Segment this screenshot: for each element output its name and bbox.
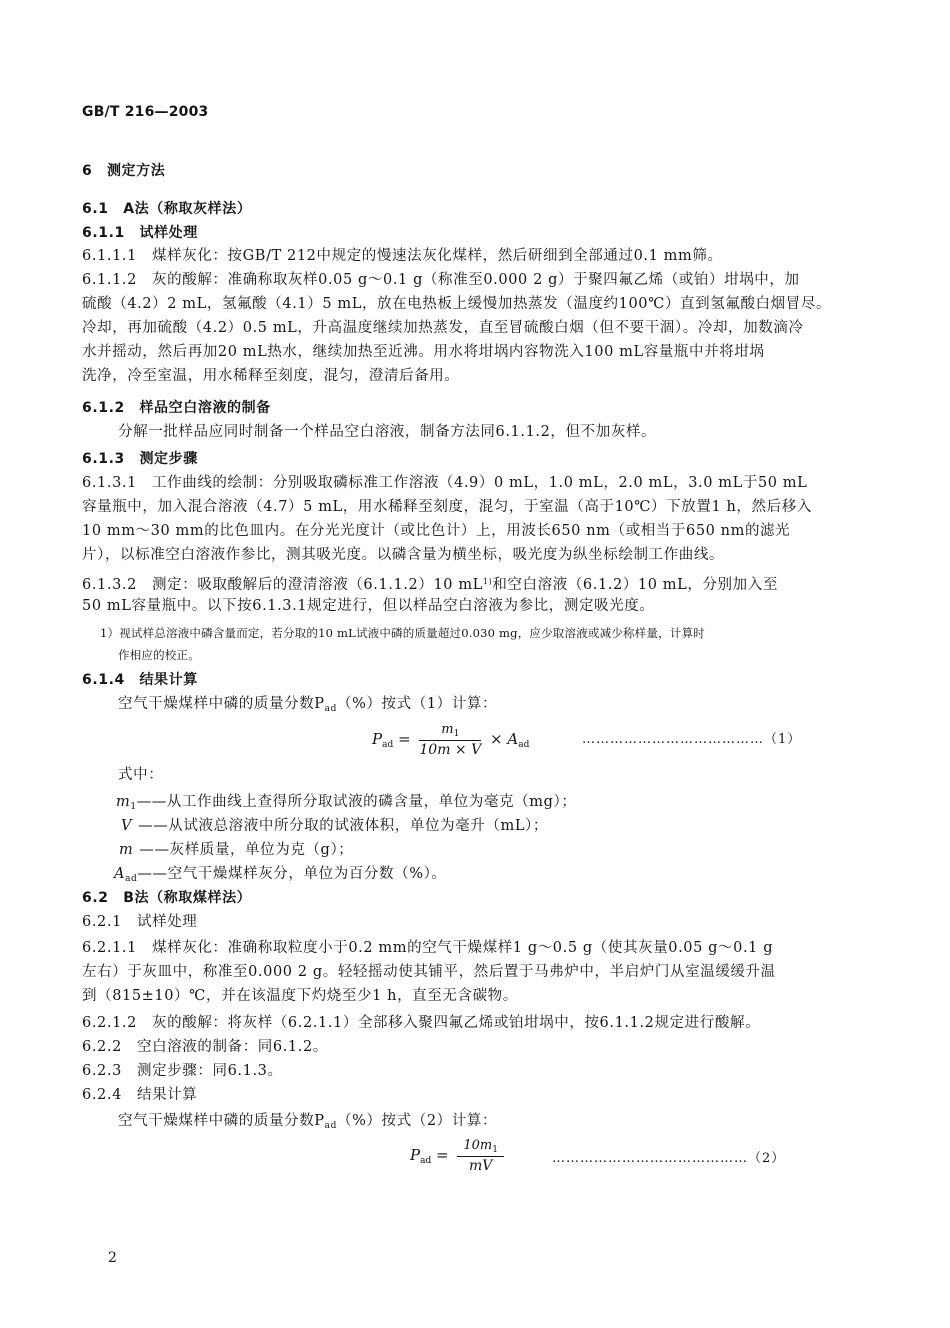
para-6-2-4-sub: ad xyxy=(324,1121,337,1131)
formula-1 xyxy=(372,722,529,758)
para-6-2-1-1-line1: 6.2.1.1 煤样灰化：准确称取粒度小于0.2 mm的空气干燥煤样1 g～0.5 g（使其灰量0.05 g～0.1 g xyxy=(82,940,774,956)
formula-2-number: ……………………………………（2） xyxy=(552,1151,786,1166)
para-6-1-1-2-line5: 洗净，冷至室温，用水稀释至刻度，混匀，澄清后备用。 xyxy=(82,368,460,384)
formula-1-lhs: P xyxy=(372,730,383,748)
symbol-V-definition xyxy=(121,814,548,835)
formula-1-denominator: 10m × V xyxy=(419,742,482,758)
formula-2-numerator: 10m xyxy=(463,1138,493,1153)
page-number: 2 xyxy=(108,1250,117,1266)
section-6-2-4-heading: 6.2.4 结果计算 xyxy=(82,1087,198,1103)
section-6-1-4-heading: 6.1.4 结果计算 xyxy=(82,672,198,688)
para-6-1-4-text: 空气干燥煤样中磷的质量分数P xyxy=(118,696,325,712)
symbol-A-desc: ——空气干燥煤样灰分，单位为百分数（%）。 xyxy=(137,866,447,882)
formula-2-eq: = xyxy=(436,1146,449,1164)
formula-1-eq: = xyxy=(398,730,411,748)
formula-1-fraction xyxy=(419,722,481,758)
symbol-m: m xyxy=(119,842,134,858)
symbol-m1: m xyxy=(116,794,131,810)
para-6-1-3-1-line4: 片），以标准空白溶液作参比，测其吸光度。以磷含量为横坐标，吸光度为纵坐标绘制工作曲线。 xyxy=(82,547,725,563)
footnote-line1: 1）视试样总溶液中磷含量而定，若分取的10 mL试液中磷的质量超过0.030 mg，应少取溶液或减少称样量，计算时 xyxy=(100,626,705,640)
formula-2-lhs: P xyxy=(410,1146,421,1164)
symbol-m-desc: ——灰样质量，单位为克（g）； xyxy=(139,842,354,858)
para-6-1-3-1-line1: 6.1.3.1 工作曲线的绘制：分别吸取磷标准工作溶液（4.9）0 mL，1.0 mL，2.0 mL，3.0 mL于50 mL xyxy=(82,475,808,491)
footnote-ref: 1) xyxy=(482,577,493,586)
para-6-1-4-sub: ad xyxy=(324,704,337,714)
formula-1-rhs-sub: ad xyxy=(518,740,530,750)
formula-1-numerator: m xyxy=(441,722,454,737)
section-6-1-heading: 6.1 A法（称取灰样法） xyxy=(82,201,252,217)
para-6-2-1-1-line2: 左右）于灰皿中，称准至0.000 2 g。轻轻摇动使其铺平，然后置于马弗炉中，半启炉门从室温缓缓升温 xyxy=(82,964,776,980)
formula-2-denominator: mV xyxy=(468,1158,493,1174)
section-6-2-1-heading: 6.2.1 试样处理 xyxy=(82,914,198,930)
para-6-1-1-2-line3: 冷却，再加硫酸（4.2）0.5 mL，升高温度继续加热蒸发，直至冒硫酸白烟（但不要干涸）。冷却，加数滴冷 xyxy=(82,320,804,336)
formula-2-lhs-sub: ad xyxy=(420,1156,432,1166)
symbol-V-desc: ——从试液总溶液中所分取的试液体积，单位为毫升（mL）； xyxy=(138,818,549,834)
para-6-2-3: 6.2.3 测定步骤：同6.1.3。 xyxy=(82,1063,283,1079)
footnote-line2: 作相应的校正。 xyxy=(118,648,200,662)
para-6-2-4 xyxy=(118,1112,908,1135)
para-6-2-1-2: 6.2.1.2 灰的酸解：将灰样（6.2.1.1）全部移入聚四氟乙烯或铂坩埚中，按6.1.1.2规定进行酸解。 xyxy=(82,1015,761,1031)
para-6-1-2: 分解一批样品应同时制备一个样品空白溶液，制备方法同6.1.1.2，但不加灰样。 xyxy=(118,424,657,440)
formula-2-numerator-sub: 1 xyxy=(492,1145,498,1155)
formula-1-number: …………………………………（1） xyxy=(582,732,802,747)
formula-1-times: × xyxy=(490,730,503,748)
symbol-A: A xyxy=(114,866,126,882)
symbol-m1-definition xyxy=(116,790,576,812)
symbol-m1-desc: ——从工作曲线上查得所分取试液的磷含量，单位为毫克（mg）； xyxy=(136,794,577,810)
para-6-1-3-1-line3: 10 mm～30 mm的比色皿内。在分光光度计（或比色计）上，用波长650 nm（或相当于650 nm的滤光 xyxy=(82,523,791,539)
para-6-2-4-text: 空气干燥煤样中磷的质量分数P xyxy=(118,1113,325,1129)
symbol-A-sub: ad xyxy=(125,874,138,884)
formula-1-numerator-sub: 1 xyxy=(453,729,460,739)
para-6-1-3-2-line2: 50 mL容量瓶中。以下按6.1.3.1规定进行，但以样品空白溶液为参比，测定吸光度。 xyxy=(82,598,655,614)
formula-1-rhs: A xyxy=(507,730,519,748)
para-6-2-4-tail: （%）按式（2）计算： xyxy=(336,1113,498,1129)
para-6-2-1-1-line3: 到（815±10）℃，并在该温度下灼烧至少1 h，直至无含碳物。 xyxy=(82,988,518,1004)
para-6-1-1-2-line2: 硫酸（4.2）2 mL，氢氟酸（4.1）5 mL，放在电热板上缓慢加热蒸发（温度约100℃）直到氢氟酸白烟冒尽。 xyxy=(82,296,832,312)
section-6-1-1-heading: 6.1.1 试样处理 xyxy=(82,225,198,241)
symbol-V: V xyxy=(121,818,133,834)
formula-2 xyxy=(410,1138,508,1174)
para-6-1-3-2-line1-b: 和空白溶液（6.1.2）10 mL，分别加入至 xyxy=(492,577,778,593)
para-6-1-3-1-line2: 容量瓶中，加入混合溶液（4.7）5 mL，用水稀释至刻度，混匀，于室温（高于10℃）下放置1 h，然后移入 xyxy=(82,499,812,515)
section-6-2-heading: 6.2 B法（称取煤样法） xyxy=(82,890,252,906)
para-6-1-4 xyxy=(118,695,908,718)
formula-2-fraction xyxy=(457,1138,504,1174)
formula-1-lhs-sub: ad xyxy=(382,740,394,750)
para-6-1-1-2-line4: 水并摇动，然后再加20 mL热水，继续加热至近沸。用水将坩埚内容物洗入100 mL容量瓶中并将坩埚 xyxy=(82,344,765,360)
para-6-1-4-tail: （%）按式（1）计算： xyxy=(336,696,498,712)
section-6-1-2-heading: 6.1.2 样品空白溶液的制备 xyxy=(82,400,271,416)
para-6-1-1-1: 6.1.1.1 煤样灰化：按GB/T 212中规定的慢速法灰化煤样，然后研细到全部通过0.1 mm筛。 xyxy=(82,248,723,264)
standard-header: GB/T 216—2003 xyxy=(82,104,209,120)
para-6-1-1-2-line1: 6.1.1.2 灰的酸解：准确称取灰样0.05 g～0.1 g（称准至0.000 2 g）于聚四氟乙烯（或铂）坩埚中，加 xyxy=(82,272,800,288)
para-6-2-2: 6.2.2 空白溶液的制备：同6.1.2。 xyxy=(82,1039,328,1055)
section-6-heading: 6 测定方法 xyxy=(82,163,166,179)
section-6-1-3-heading: 6.1.3 测定步骤 xyxy=(82,451,198,467)
para-6-1-3-2-line1-a: 6.1.3.2 测定：吸取酸解后的澄清溶液（6.1.1.2）10 mL xyxy=(82,577,483,593)
symbol-m1-sub: 1 xyxy=(130,802,137,812)
symbol-A-definition xyxy=(114,862,447,884)
where-label: 式中： xyxy=(118,767,164,783)
para-6-1-3-2-line1 xyxy=(82,573,872,594)
symbol-m-definition xyxy=(119,838,353,859)
